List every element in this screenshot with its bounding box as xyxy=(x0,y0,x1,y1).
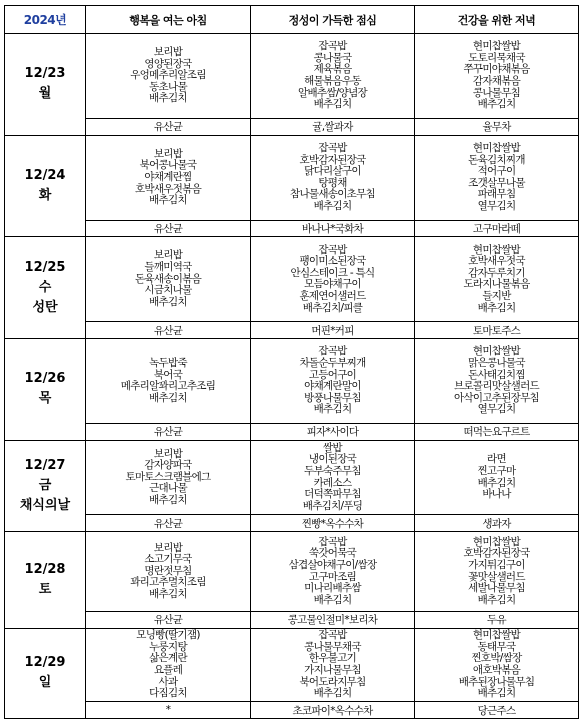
menu-item: 배추김치 xyxy=(477,98,516,111)
menu-item: 안심스테이크 - 특식 xyxy=(290,266,375,279)
snack-cell: 유산균 xyxy=(86,611,251,628)
breakfast-cell xyxy=(86,628,251,702)
day-cell xyxy=(5,339,86,441)
menu-item: 조갯살무나물 xyxy=(468,176,525,189)
menu-item: 북어국 xyxy=(153,368,183,381)
snack-cell: 당근주스 xyxy=(415,702,579,719)
snack-cell: 유산균 xyxy=(86,515,251,532)
menu-item: 쭈꾸미야채볶음 xyxy=(463,63,530,76)
menu-item: 찐호박/쌈장 xyxy=(471,652,522,665)
breakfast-cell xyxy=(86,440,251,515)
menu-item: 누룽지탕 xyxy=(149,640,187,653)
day-label: 12/26 xyxy=(24,371,66,387)
menu-item: 시금치나물 xyxy=(144,284,192,297)
menu-item: 라면 xyxy=(487,453,506,466)
day-cell xyxy=(5,440,86,531)
menu-item: 열무김치 xyxy=(477,199,516,212)
lunch-cell xyxy=(251,34,415,119)
menu-item: 호박감자된장국 xyxy=(463,547,530,560)
menu-item: 제육볶음 xyxy=(313,63,352,76)
menu-item: 배추김치 xyxy=(149,391,187,404)
menu-item: 명란젓무침 xyxy=(144,564,192,577)
menu-item: 미나리배추쌈 xyxy=(304,582,361,595)
menu-item: 세발나물무침 xyxy=(468,582,525,595)
menu-item: 훈제연어샐러드 xyxy=(299,290,366,303)
snack-cell: 유산균 xyxy=(86,322,251,339)
menu-item: 배추김치 xyxy=(477,687,516,700)
menu-item: 열무김치 xyxy=(477,403,516,416)
dinner-cell xyxy=(415,135,579,220)
day-label: 월 xyxy=(38,86,52,102)
menu-item: 돈육새송이볶음 xyxy=(134,272,202,285)
menu-item: 찐고구마 xyxy=(477,465,516,478)
snack-cell: 유산균 xyxy=(86,119,251,136)
menu-item: 보리밥 xyxy=(153,249,183,262)
snack-cell: * xyxy=(86,702,251,719)
menu-item: 삶은계란 xyxy=(149,652,187,665)
header-row xyxy=(5,6,579,34)
day-label: 12/23 xyxy=(24,66,66,82)
snack-row xyxy=(5,702,579,719)
lunch-header: 정성이 가득한 점심 xyxy=(251,6,415,34)
menu-item: 닭다리살구이 xyxy=(304,165,361,178)
breakfast-cell xyxy=(86,339,251,424)
lunch-cell xyxy=(251,135,415,220)
menu-item: 배추김치 xyxy=(477,301,516,314)
menu-item: 소고기무국 xyxy=(144,553,192,566)
menu-item: 감자양파국 xyxy=(144,459,192,472)
menu-item: 사과 xyxy=(158,675,178,688)
menu-item: 보리밥 xyxy=(153,541,183,554)
menu-item: 현미찹쌀밥 xyxy=(472,629,521,642)
breakfast-cell xyxy=(86,532,251,612)
day-label: 화 xyxy=(38,188,52,204)
menu-item: 감자채볶음 xyxy=(472,75,521,88)
menu-item: 들깨미역국 xyxy=(144,261,192,274)
snack-cell: 머핀*커피 xyxy=(251,322,415,339)
menu-item: 바나나 xyxy=(482,488,511,501)
menu-item: 동초나물 xyxy=(149,80,187,93)
menu-item: 카레소스 xyxy=(313,476,352,489)
day-label: 12/24 xyxy=(24,168,66,184)
menu-item: 돈사태김치찜 xyxy=(468,368,525,381)
day-label: 12/25 xyxy=(24,259,66,275)
menu-item: 잡곡밥 xyxy=(318,40,347,53)
menu-item: 아삭이고추된장무침 xyxy=(454,391,539,404)
lunch-cell xyxy=(251,339,415,424)
menu-item: 북어콩나물국 xyxy=(139,159,197,172)
menu-item: 영양된장국 xyxy=(144,57,192,70)
menu-item: 배추김치 xyxy=(149,194,187,207)
day-label: 토 xyxy=(38,581,52,597)
menu-item: 잡곡밥 xyxy=(318,535,347,548)
dinner-cell xyxy=(415,628,579,702)
snack-cell: 귤,쌀과자 xyxy=(251,119,415,136)
day-row xyxy=(5,237,579,322)
menu-item: 알배추쌈/양념장 xyxy=(298,86,367,99)
snack-cell: 찐빵*옥수수차 xyxy=(251,515,415,532)
menu-item: 더덕쪽파무침 xyxy=(304,488,361,501)
day-row xyxy=(5,339,579,424)
menu-item: 호박새우젓국 xyxy=(468,255,525,268)
day-cell xyxy=(5,532,86,629)
day-cell xyxy=(5,135,86,237)
menu-item: 가지튀김구이 xyxy=(468,558,525,571)
menu-item: 콩나물무침 xyxy=(472,86,521,99)
menu-item: 콩나물국 xyxy=(313,51,352,64)
menu-item: 애호박볶음 xyxy=(472,663,521,676)
day-row xyxy=(5,628,579,702)
snack-cell: 바나나*국화차 xyxy=(251,220,415,237)
snack-cell: 초코파이*옥수수차 xyxy=(251,702,415,719)
menu-item: 호박새우젓볶음 xyxy=(134,182,202,195)
snack-cell: 피자*사이다 xyxy=(251,424,415,441)
lunch-cell xyxy=(251,440,415,515)
menu-item: 배추된장나물무침 xyxy=(458,675,535,688)
day-row xyxy=(5,440,579,515)
day-cell xyxy=(5,237,86,339)
lunch-cell xyxy=(251,628,415,702)
day-cell xyxy=(5,34,86,136)
menu-item: 방풍나물무침 xyxy=(304,391,361,404)
menu-item: 야채계란말이 xyxy=(304,380,361,393)
menu-item: 두부숙주무침 xyxy=(304,465,361,478)
menu-item: 가지나물무침 xyxy=(304,663,361,676)
menu-item: 녹두밥죽 xyxy=(149,356,187,369)
dinner-cell xyxy=(415,34,579,119)
menu-item: 현미찹쌀밥 xyxy=(472,243,521,256)
day-label: 금 xyxy=(38,477,52,493)
menu-item: 탕평채 xyxy=(318,176,347,189)
menu-item: 쌀밥 xyxy=(323,441,342,454)
menu-item: 파래무침 xyxy=(477,188,516,201)
day-label: 수 xyxy=(38,279,52,295)
menu-item: 배추김치 xyxy=(313,593,352,606)
menu-item: 토마토스크램블에그 xyxy=(125,470,211,483)
menu-item: 배추김치 xyxy=(313,98,352,111)
menu-item: 꽃맛살샐러드 xyxy=(468,570,525,583)
dinner-cell xyxy=(415,339,579,424)
menu-item: 참나물새송이초무침 xyxy=(290,188,375,201)
lunch-cell xyxy=(251,237,415,322)
menu-item: 잡곡밥 xyxy=(318,141,347,154)
menu-item: 현미찹쌀밥 xyxy=(472,40,521,53)
dinner-cell xyxy=(415,532,579,612)
menu-item: 차돌순두부찌개 xyxy=(299,356,366,369)
menu-item: 호박감자된장국 xyxy=(299,153,366,166)
menu-item: 현미찹쌀밥 xyxy=(472,535,521,548)
snack-row xyxy=(5,611,579,628)
dinner-header: 건강을 위한 저녁 xyxy=(415,6,579,34)
snack-cell: 생과자 xyxy=(415,515,579,532)
menu-item: 잡곡밥 xyxy=(318,629,347,642)
menu-item: 모듬야채구이 xyxy=(304,278,361,291)
menu-item: 동태무국 xyxy=(477,640,516,653)
menu-item: 배추김치 xyxy=(477,593,516,606)
snack-cell: 콩고물인절미*보리차 xyxy=(251,611,415,628)
menu-item: 배추김치/피클 xyxy=(302,301,363,314)
lunch-cell xyxy=(251,532,415,612)
menu-item: 배추김치 xyxy=(477,476,516,489)
day-label: 12/29 xyxy=(24,655,66,671)
weekly-meal-table xyxy=(4,5,579,719)
snack-cell: 토마토주스 xyxy=(415,322,579,339)
snack-row xyxy=(5,119,579,136)
day-label: 일 xyxy=(38,675,52,691)
snack-row xyxy=(5,220,579,237)
snack-cell: 율무차 xyxy=(415,119,579,136)
menu-item: 도라지나물볶음 xyxy=(463,278,530,291)
dinner-cell xyxy=(415,440,579,515)
menu-item: 다짐김치 xyxy=(149,687,187,700)
menu-item: 쑥갓어묵국 xyxy=(308,547,357,560)
menu-item: 근대나물 xyxy=(149,482,187,495)
menu-item: 배추김치 xyxy=(313,687,352,700)
day-cell xyxy=(5,628,86,718)
snack-row xyxy=(5,424,579,441)
menu-item: 감자두루치기 xyxy=(468,266,525,279)
day-row xyxy=(5,532,579,612)
menu-item: 한우불고기 xyxy=(308,652,357,665)
day-label: 목 xyxy=(38,391,52,407)
snack-cell: 떠먹는요구르트 xyxy=(415,424,579,441)
menu-item: 해물볶음우동 xyxy=(304,75,361,88)
menu-item: 배추김치 xyxy=(149,494,187,506)
day-row xyxy=(5,135,579,220)
breakfast-cell xyxy=(86,135,251,220)
menu-item: 냉이된장국 xyxy=(308,453,357,466)
dinner-cell xyxy=(415,237,579,322)
menu-item: 모닝빵(딸기잼) xyxy=(136,629,200,642)
menu-item: 보리밥 xyxy=(153,46,183,59)
snack-cell: 유산균 xyxy=(86,220,251,237)
day-label: 12/27 xyxy=(24,457,66,473)
menu-item: 야채계란찜 xyxy=(144,170,192,183)
snack-cell: 유산균 xyxy=(86,424,251,441)
menu-item: 배추김치 xyxy=(313,199,352,212)
snack-row xyxy=(5,515,579,532)
day-label: 성탄 xyxy=(32,299,58,315)
menu-item: 메추리알꽈리고추조림 xyxy=(120,380,216,393)
day-label: 채식의날 xyxy=(19,497,71,513)
menu-item: 현미찹쌀밥 xyxy=(472,345,521,358)
menu-item: 배추김치/푸딩 xyxy=(302,499,363,512)
breakfast-cell xyxy=(86,34,251,119)
menu-item: 현미찹쌀밥 xyxy=(472,141,521,154)
menu-item: 배추김치 xyxy=(149,92,187,105)
menu-item: 북어도라지무침 xyxy=(299,675,366,688)
menu-item: 배추김치 xyxy=(149,587,187,600)
menu-item: 들지반 xyxy=(482,290,511,303)
menu-item: 잡곡밥 xyxy=(318,345,347,358)
snack-row xyxy=(5,322,579,339)
snack-cell: 고구마라떼 xyxy=(415,220,579,237)
menu-item: 팽이미소된장국 xyxy=(299,255,366,268)
snack-cell: 두유 xyxy=(415,611,579,628)
menu-item: 돈육김치찌개 xyxy=(468,153,525,166)
menu-item: 잡곡밥 xyxy=(318,243,347,256)
menu-item: 배추김치 xyxy=(313,403,352,416)
breakfast-cell xyxy=(86,237,251,322)
menu-item: 삼겹살야채구이/쌈장 xyxy=(288,558,377,571)
day-row xyxy=(5,34,579,119)
menu-item: 보리밥 xyxy=(153,447,183,460)
menu-item: 보리밥 xyxy=(153,147,183,160)
menu-item: 콩나물무채국 xyxy=(304,640,361,653)
menu-item: 꽈리고추멸치조림 xyxy=(130,576,206,589)
menu-item: 요플레 xyxy=(153,663,183,676)
menu-item: 고등어구이 xyxy=(308,368,357,381)
menu-item: 브로콜리맛살샐러드 xyxy=(454,380,539,393)
menu-item: 배추김치 xyxy=(149,295,187,308)
year-header: 2024년 xyxy=(5,6,86,34)
menu-item: 우엉메추리알조림 xyxy=(130,69,206,82)
menu-item: 도토리묵채국 xyxy=(468,51,525,64)
day-label: 12/28 xyxy=(24,561,66,577)
breakfast-header: 행복을 여는 아침 xyxy=(86,6,251,34)
menu-item: 맑은콩나물국 xyxy=(468,356,525,369)
menu-item: 고구마조림 xyxy=(308,570,357,583)
menu-item: 적어구이 xyxy=(477,165,516,178)
